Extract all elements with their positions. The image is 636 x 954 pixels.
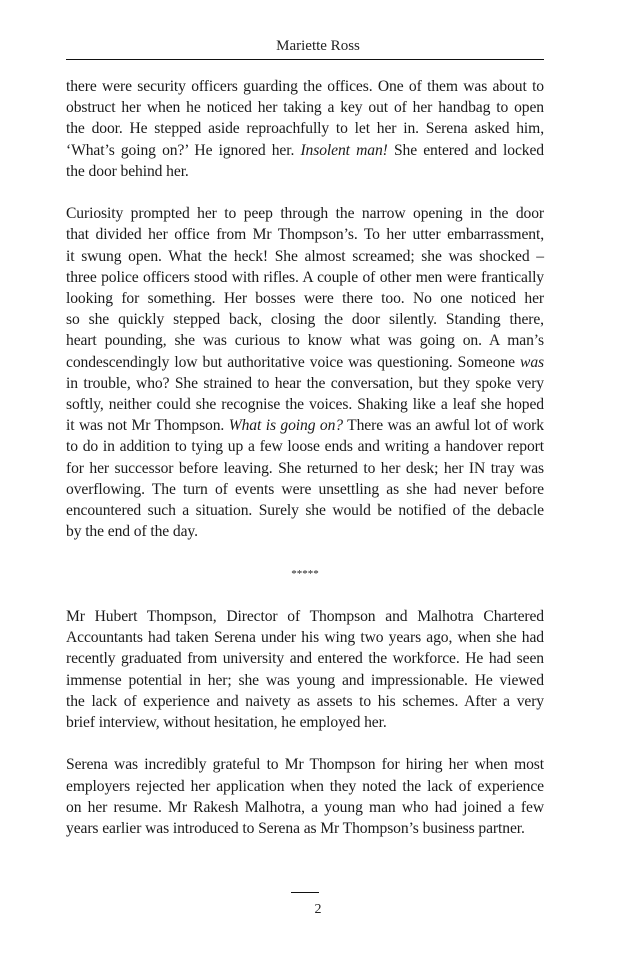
text-line <box>66 97 544 118</box>
text-run: Accountants had taken Serena under his wing two years ago, when she had <box>66 629 544 647</box>
text-line <box>66 373 544 394</box>
text-line <box>66 394 544 415</box>
text-run: there were security officers guarding the offices. One of them was about to <box>66 78 544 95</box>
text-run: employers rejected her application when they noted the lack of experience <box>66 777 544 795</box>
text-line <box>66 203 544 224</box>
text-run: years earlier was introduced to Serena as Mr Thompson’s business partner. <box>66 820 525 838</box>
text-line <box>66 415 544 436</box>
paragraphs-before-separator <box>66 76 544 542</box>
paragraph <box>66 606 544 733</box>
text-line <box>66 76 544 97</box>
paragraph <box>66 76 544 182</box>
text-line <box>66 627 544 648</box>
text-run: the door. He stepped aside reproachfully to let her in. Serena asked him, <box>66 120 544 138</box>
text-run: on her resume. Mr Rakesh Malhotra, a young man who had joined a few <box>66 798 544 816</box>
text-run: the door behind her. <box>66 162 189 180</box>
text-line <box>66 140 544 161</box>
text-run: that divided her office from Mr Thompson’s. To her utter embarrassment, <box>66 226 544 244</box>
text-run: by the end of the day. <box>66 523 198 541</box>
paragraph <box>66 754 544 839</box>
text-line <box>66 670 544 691</box>
text-run: three police officers stood with rifles. A couple of other men were frantically <box>66 268 544 286</box>
text-line <box>66 691 544 712</box>
text-line <box>66 118 544 139</box>
italic-text: was <box>520 353 544 371</box>
text-line <box>66 606 544 627</box>
text-run: She entered and locked <box>387 141 544 159</box>
footer-rule <box>291 892 319 893</box>
text-line <box>66 352 544 373</box>
text-run: Serena was incredibly grateful to Mr Thompson for hiring her when most <box>66 756 544 774</box>
text-run: Mr Hubert Thompson, Director of Thompson and Malhotra Chartered <box>66 608 544 626</box>
text-run: ‘What’s going on?’ He ignored her. <box>66 141 301 159</box>
text-run: condescendingly low but authoritative voice was questioning. Someone <box>66 353 521 371</box>
text-line <box>66 500 544 521</box>
text-run: brief interview, without hesitation, he employed her. <box>66 714 387 732</box>
text-line <box>66 224 544 245</box>
text-line <box>66 330 544 351</box>
text-run: overflowing. The turn of events were unsettling as she had never before <box>66 480 544 498</box>
text-run: encountered such a situation. Surely she would be notified of the debacle <box>66 502 544 520</box>
text-line <box>66 458 544 479</box>
text-line <box>66 818 544 839</box>
text-run: Curiosity prompted her to peep through the narrow opening in the door <box>66 205 544 223</box>
text-run: so she quickly stepped back, closing the door silently. Standing there, <box>66 311 544 329</box>
text-run: There was an awful lot of work <box>342 417 544 435</box>
text-line <box>66 161 544 182</box>
text-run: it was not Mr Thompson. <box>66 417 229 435</box>
text-run: to do in addition to tying up a few loose ends and writing a handover report <box>66 438 544 456</box>
italic-text: What is going on? <box>228 417 343 435</box>
text-line <box>66 246 544 267</box>
paragraph <box>66 203 544 542</box>
text-run: immense potential in her; she was young and impressionable. He viewed <box>66 671 544 689</box>
text-line <box>66 776 544 797</box>
text-line <box>66 436 544 457</box>
paragraphs-after-separator <box>66 606 544 839</box>
text-run: recently graduated from university and entered the workforce. He had seen <box>66 650 544 668</box>
text-run: heart pounding, she was curious to know what was going on. A man’s <box>66 332 544 350</box>
section-separator: ***** <box>291 567 319 580</box>
text-run: obstruct her when he noticed her taking a key out of her handbag to open <box>66 99 544 117</box>
page-body <box>66 76 544 860</box>
text-line <box>66 309 544 330</box>
text-run: looking for something. Her bosses were there too. No one noticed her <box>66 290 544 308</box>
text-run: the lack of experience and naivety as assets to his schemes. After a very <box>66 692 544 710</box>
text-line <box>66 479 544 500</box>
text-line <box>66 797 544 818</box>
text-run: it swung open. What the heck! She almost screamed; she was shocked – <box>66 247 544 265</box>
text-run: softly, neither could she recognise the voices. Shaking like a leaf she hoped <box>66 396 544 414</box>
text-line <box>66 521 544 542</box>
text-line <box>66 288 544 309</box>
text-line <box>66 267 544 288</box>
page-number: 2 <box>314 902 322 917</box>
text-line <box>66 712 544 733</box>
text-run: in trouble, who? She strained to hear the conversation, but they spoke very <box>66 374 544 392</box>
text-line <box>66 754 544 775</box>
header-rule <box>66 59 544 60</box>
text-run: for her successor before leaving. She returned to her desk; her IN tray was <box>66 459 544 477</box>
running-header-author: Mariette Ross <box>276 38 360 54</box>
italic-text: Insolent man! <box>300 141 388 159</box>
text-line <box>66 648 544 669</box>
